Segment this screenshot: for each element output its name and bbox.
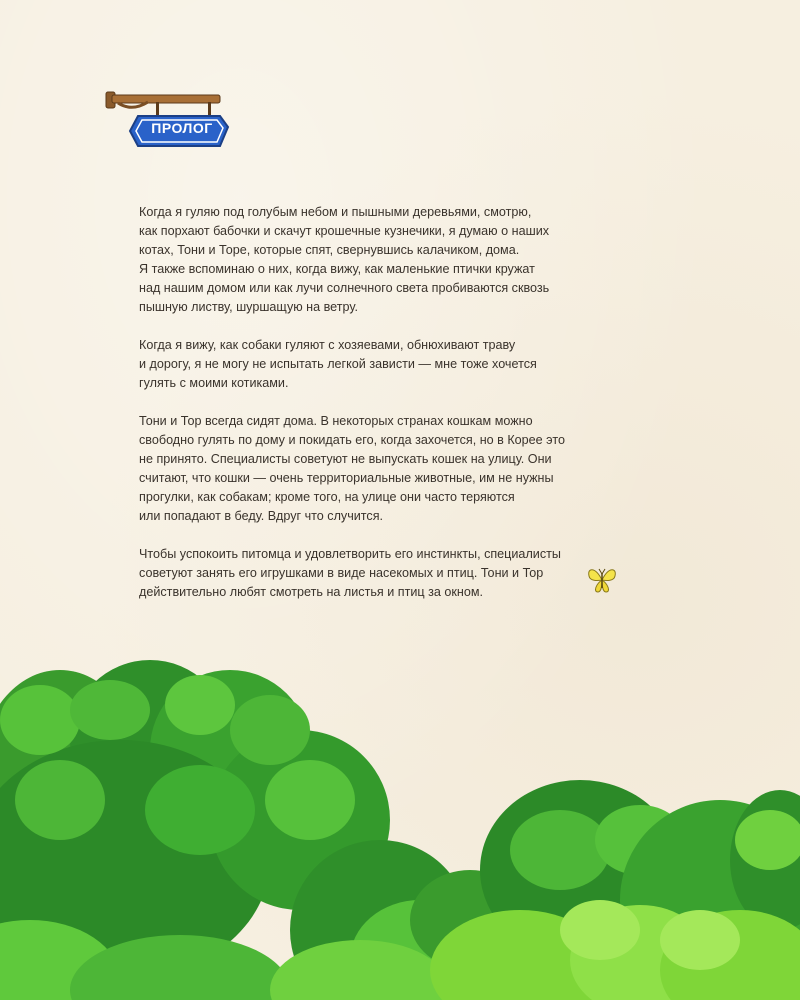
text-line: и дорогу, я не могу не испытать легкой зависти — мне тоже хочется <box>139 357 537 371</box>
text-line: не принято. Специалисты советуют не выпускать кошек на улицу. Они <box>139 452 552 466</box>
prologue-text <box>139 203 599 621</box>
text-line: или попадают в беду. Вдруг что случится. <box>139 509 384 523</box>
text-line: как порхают бабочки и скачут крошечные кузнечики, я думаю о наших <box>139 224 550 238</box>
text-line: прогулки, как собакам; кроме того, на улице они часто теряются <box>139 490 515 504</box>
text-line: свободно гулять по дому и покидать его, когда захочется, но в Корее это <box>139 433 565 447</box>
paragraph <box>139 203 599 317</box>
text-line: пышную листву, шуршащую на ветру. <box>139 300 358 314</box>
paragraph <box>139 545 599 602</box>
text-line: Я также вспоминаю о них, когда вижу, как маленькие птички кружат <box>139 262 535 276</box>
butterfly-icon <box>585 564 619 596</box>
text-line: гулять с моими котиками. <box>139 376 289 390</box>
text-line: считают, что кошки — очень территориальные животные, им не нужны <box>139 471 554 485</box>
text-line: действительно любят смотреть на листья и птиц за окном. <box>139 585 484 599</box>
text-line: Чтобы успокоить питомца и удовлетворить его инстинкты, специалисты <box>139 547 561 561</box>
text-line: Тони и Тор всегда сидят дома. В некоторых странах кошкам можно <box>139 414 533 428</box>
text-line: котах, Тони и Торе, которые спят, свернувшись калачиком, дома. <box>139 243 520 257</box>
text-line: Когда я гуляю под голубым небом и пышными деревьями, смотрю, <box>139 205 532 219</box>
text-line: Когда я вижу, как собаки гуляют с хозяевами, обнюхивают траву <box>139 338 516 352</box>
tree-canopy-illustration <box>0 660 800 1000</box>
text-line: советуют занять его игрушками в виде насекомых и птиц. Тони и Тор <box>139 566 544 580</box>
sign-label: ПРОЛОГ <box>151 120 213 136</box>
paragraph <box>139 336 599 393</box>
text-line: над нашим домом или как лучи солнечного света пробиваются сквозь <box>139 281 550 295</box>
prologue-sign <box>104 90 234 150</box>
paragraph <box>139 412 599 526</box>
